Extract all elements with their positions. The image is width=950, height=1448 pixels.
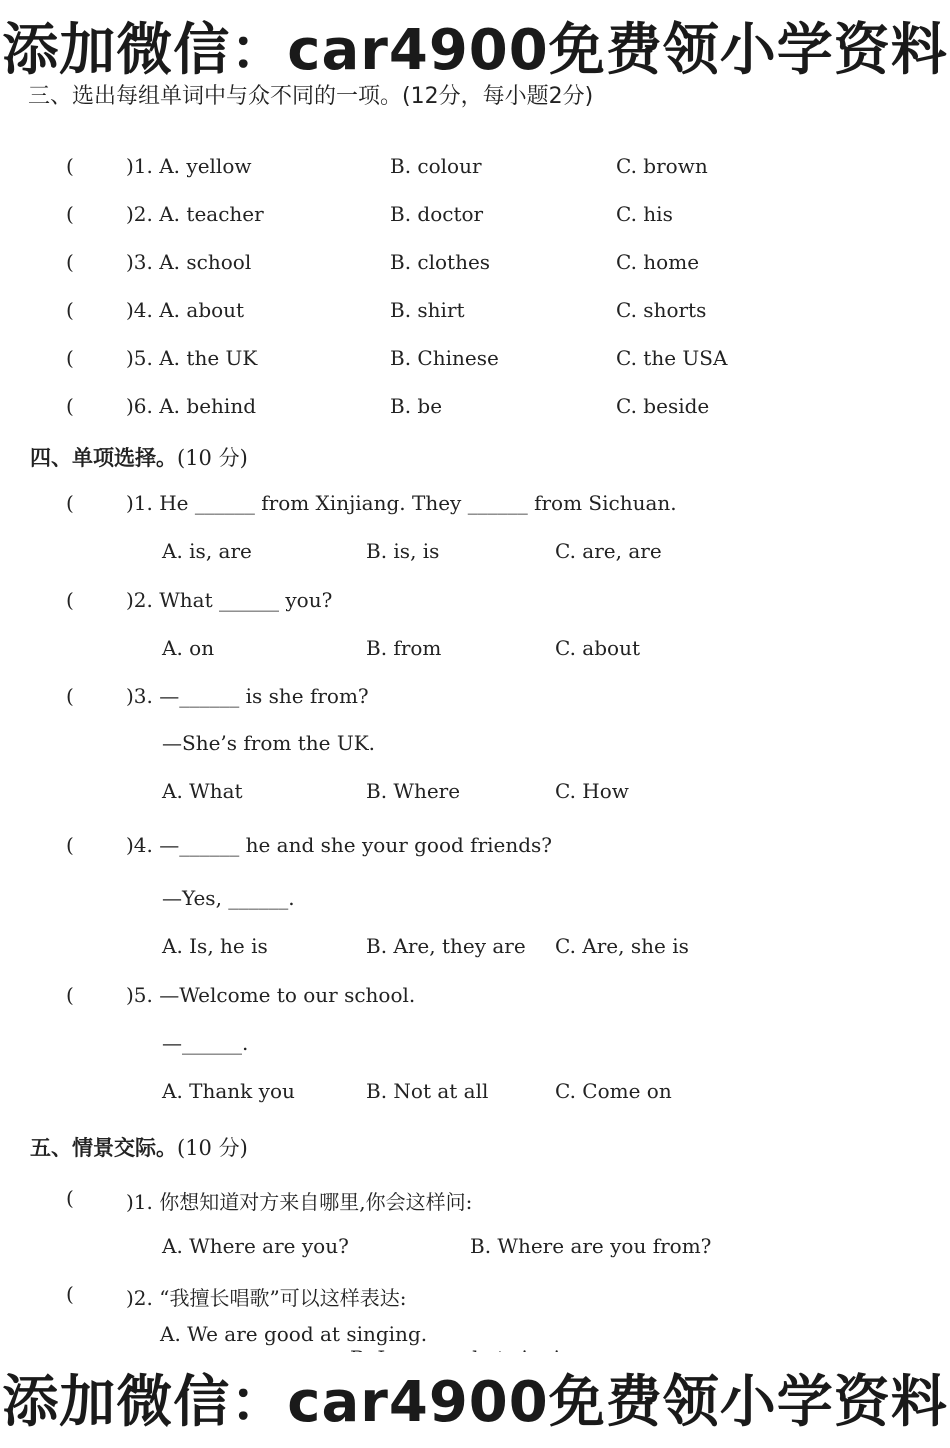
option-a: A. Is, he is: [162, 934, 268, 958]
dialogue-text: —Yes, ______.: [162, 886, 295, 910]
option-c: C. his: [616, 202, 673, 226]
question-row: [0, 588, 950, 614]
option-a: A. What: [162, 779, 243, 803]
section4-heading: 四、单项选择。(10 分): [30, 446, 248, 470]
option-b: B. Are, they are: [366, 934, 526, 958]
options-row: [0, 1234, 950, 1260]
answer-blank[interactable]: (: [66, 588, 74, 612]
option-b: B. shirt: [390, 298, 465, 322]
option-a: )5. A. the UK: [126, 346, 258, 370]
option-c: C. about: [555, 636, 640, 660]
option-b: B. be: [390, 394, 443, 418]
dialogue-text: —She’s from the UK.: [162, 731, 375, 755]
option-a: )4. A. about: [126, 298, 245, 322]
option-b: B. is, is: [366, 539, 440, 563]
question-row: [0, 1186, 950, 1212]
answer-blank[interactable]: (: [66, 491, 74, 515]
option-c: C. home: [616, 250, 700, 274]
option-c: C. shorts: [616, 298, 707, 322]
option-a: )6. A. behind: [126, 394, 256, 418]
list-item: [0, 154, 950, 180]
question-row: [0, 491, 950, 517]
option-a: A. Thank you: [162, 1079, 295, 1103]
question-row: [0, 1282, 950, 1308]
option-c: C. Are, she is: [555, 934, 689, 958]
question-text: )3. —______ is she from?: [126, 684, 369, 708]
option-a: )2. A. teacher: [126, 202, 264, 226]
option-b: B. Where: [366, 779, 461, 803]
options-row: [0, 636, 950, 662]
list-item: [0, 298, 950, 324]
options-row: [0, 779, 950, 805]
option-a: A. is, are: [162, 539, 252, 563]
options-row: [0, 934, 950, 960]
option-c: C. How: [555, 779, 629, 803]
option-b: B. Not at all: [366, 1079, 489, 1103]
option-b: B. doctor: [390, 202, 484, 226]
option-a: )1. A. yellow: [126, 154, 252, 178]
option-b: B. colour: [390, 154, 482, 178]
option-c: C. brown: [616, 154, 708, 178]
option-b: B. clothes: [390, 250, 491, 274]
option-c: C. are, are: [555, 539, 662, 563]
answer-blank[interactable]: (: [66, 346, 74, 370]
question-text: )5. —Welcome to our school.: [126, 983, 416, 1007]
options-row: [0, 539, 950, 565]
option-a: A. Where are you?: [162, 1234, 349, 1258]
question-text: )2. “我擅长唱歌”可以这样表达:: [126, 1286, 407, 1310]
dialogue-line: [0, 1031, 950, 1057]
answer-blank[interactable]: (: [66, 202, 74, 226]
list-item: [0, 250, 950, 276]
options-row-cut: [160, 1322, 760, 1346]
section5-heading: 五、情景交际。(10 分): [30, 1136, 248, 1160]
question-text: )4. —______ he and she your good friends?: [126, 833, 553, 857]
section3-title-cut: 三、选出每组单词中与众不同的一项。(12分，每小题2分): [28, 84, 594, 109]
dialogue-text: —______.: [162, 1031, 249, 1055]
dialogue-line: [0, 731, 950, 757]
answer-blank[interactable]: (: [66, 833, 74, 857]
option-a: A. on: [162, 636, 215, 660]
answer-blank[interactable]: (: [66, 298, 74, 322]
question-text: )1. 你想知道对方来自哪里,你会这样问:: [126, 1190, 473, 1214]
list-item: [0, 394, 950, 420]
watermark-banner-top: 添加微信：car4900免费领小学资料: [0, 0, 950, 92]
answer-blank[interactable]: (: [66, 250, 74, 274]
answer-blank[interactable]: (: [66, 983, 74, 1007]
option-c: C. Come on: [555, 1079, 672, 1103]
answer-blank[interactable]: (: [66, 154, 74, 178]
watermark-banner-bottom: 添加微信：car4900免费领小学资料: [0, 1352, 950, 1444]
option-a: )3. A. school: [126, 250, 252, 274]
question-text: )2. What ______ you?: [126, 588, 333, 612]
answer-blank[interactable]: (: [66, 1186, 74, 1210]
dialogue-line: [0, 886, 950, 912]
option-b: B. from: [366, 636, 442, 660]
options-row: [0, 1079, 950, 1105]
list-item: [0, 346, 950, 372]
question-row: [0, 983, 950, 1009]
option-a: A. We are good at singing.: [160, 1322, 428, 1346]
question-row: [0, 833, 950, 859]
option-b: B. Chinese: [390, 346, 499, 370]
question-row: [0, 684, 950, 710]
option-c: C. the USA: [616, 346, 728, 370]
question-text: )1. He ______ from Xinjiang. They ______ from Sichuan.: [126, 491, 677, 515]
option-c: C. beside: [616, 394, 710, 418]
answer-blank[interactable]: (: [66, 1282, 74, 1306]
answer-blank[interactable]: (: [66, 684, 74, 708]
list-item: [0, 202, 950, 228]
answer-blank[interactable]: (: [66, 394, 74, 418]
option-b: B. Where are you from?: [470, 1234, 712, 1258]
